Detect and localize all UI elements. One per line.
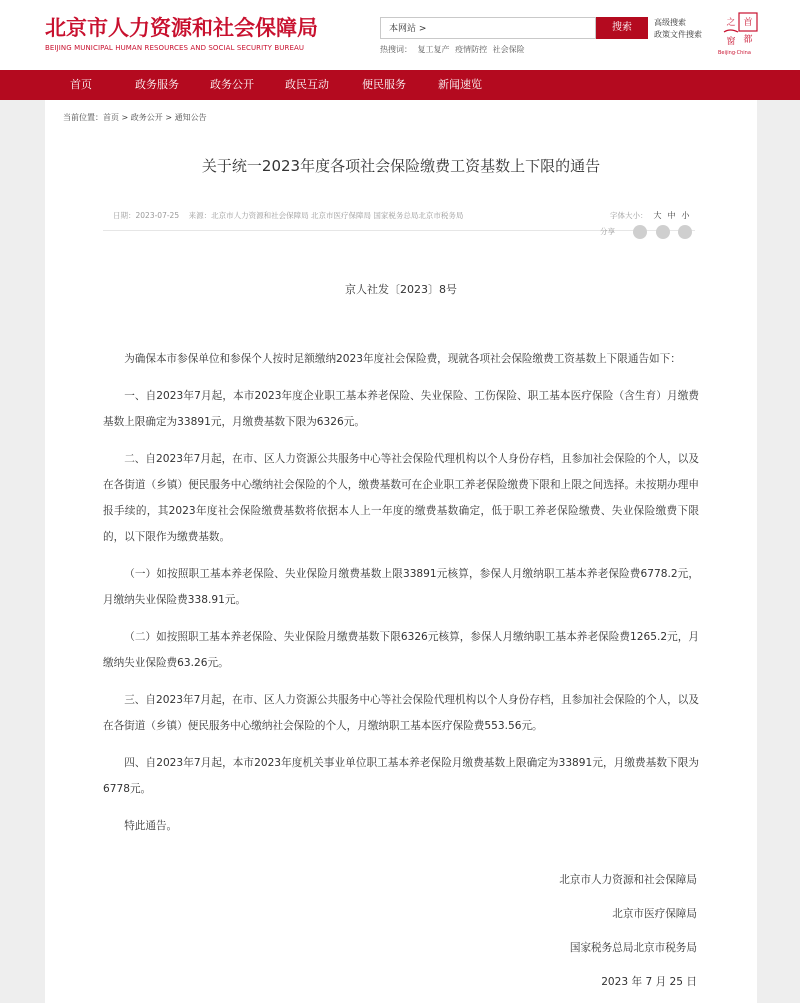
policy-search-link[interactable]: 政策文件搜索 <box>654 30 702 39</box>
emblem-label: Beijing·China <box>718 50 751 56</box>
main-nav <box>0 70 800 100</box>
signature-hrss: 北京市人力资源和社会保障局 <box>559 874 697 886</box>
font-size-label: 字体大小： <box>610 211 648 220</box>
hot-word[interactable]: 社会保险 <box>492 45 525 54</box>
qzone-share-icon[interactable] <box>678 225 692 239</box>
article-paragraph: （二）如按照职工基本养老保险、失业保险月缴费基数下限6326元核算，参保人月缴纳职工基本养老保险费1265.2元，月缴纳失业保险费63.26元。 <box>103 631 699 669</box>
hot-word[interactable]: 复工复产 <box>417 45 450 54</box>
capital-window-logo-icon[interactable] <box>722 12 758 48</box>
article-title: 关于统一2023年度各项社会保险缴费工资基数上下限的通告 <box>201 157 601 175</box>
article-date: 日期：2023-07-25 <box>113 211 180 220</box>
hot-search <box>380 44 528 55</box>
emblem-char: 之 <box>726 18 736 28</box>
emblem-char: 首 <box>743 18 753 28</box>
font-size-large[interactable]: 大 <box>653 211 662 220</box>
nav-item-convenience[interactable]: 便民服务 <box>362 78 406 91</box>
search-scope-input[interactable]: 本网站 > <box>380 17 596 39</box>
nav-item-interaction[interactable]: 政民互动 <box>285 78 329 91</box>
nav-item-gov-services[interactable]: 政务服务 <box>135 78 179 91</box>
article-panel <box>45 100 757 1003</box>
breadcrumb-separator: > <box>162 113 175 122</box>
article-paragraph: 一、自2023年7月起，本市2023年度企业职工基本养老保险、失业保险、工伤保险、职工基本医疗保险（含生育）月缴费基数上限确定为33891元，月缴费基数下限为6326元。 <box>103 390 699 428</box>
font-size-small[interactable]: 小 <box>681 211 690 220</box>
article-paragraph: 特此通告。 <box>124 820 178 832</box>
article-meta <box>113 210 463 221</box>
site-title[interactable]: 北京市人力资源和社会保障局 <box>45 16 318 40</box>
article-paragraph: 二、自2023年7月起，在市、区人力资源公共服务中心等社会保险代理机构以个人身份存档，且参加社会保险的个人，以及在各街道（乡镇）便民服务中心缴纳社会保险的个人，缴费基数可在企业职工养老保险缴费下限和上限之间选择。未按期办理申报手续的，其2023年度社会保险缴费基数将依据本人上一年度的缴费基数确定，低于职工养老保险缴费、失业保险缴费下限的，以下限作为缴费基数。 <box>103 453 699 543</box>
article-paragraph: （一）如按照职工基本养老保险、失业保险月缴费基数上限33891元核算，参保人月缴纳职工基本养老保险费6778.2元，月缴纳失业保险费338.91元。 <box>103 568 699 606</box>
signature-tax: 国家税务总局北京市税务局 <box>569 942 697 954</box>
article-paragraph: 三、自2023年7月起，在市、区人力资源公共服务中心等社会保险代理机构以个人身份存档，且参加社会保险的个人，以及在各街道（乡镇）便民服务中心缴纳社会保险的个人，月缴纳职工基本医疗保险费553.56元。 <box>103 694 699 732</box>
breadcrumb-item[interactable]: 首页 <box>103 113 119 122</box>
document-number: 京人社发〔2023〕8号 <box>345 283 457 296</box>
search-links <box>654 17 702 41</box>
nav-item-news[interactable]: 新闻速览 <box>438 78 482 91</box>
font-size-medium[interactable]: 中 <box>667 211 676 220</box>
nav-item-home[interactable]: 首页 <box>70 78 92 91</box>
article-paragraph: 为确保本市参保单位和参保个人按时足额缴纳2023年度社会保险费，现就各项社会保险缴费工资基数上下限通告如下： <box>124 353 681 365</box>
hot-word[interactable]: 疫情防控 <box>455 45 488 54</box>
breadcrumb-item[interactable]: 通知公告 <box>174 113 207 122</box>
nav-item-gov-disclosure[interactable]: 政务公开 <box>210 78 254 91</box>
breadcrumb-separator: > <box>119 113 131 122</box>
article-source: 来源：北京市人力资源和社会保障局 北京市医疗保障局 国家税务总局北京市税务局 <box>188 211 464 220</box>
emblem-char: 都 <box>743 35 753 45</box>
site-subtitle: BEIJING MUNICIPAL HUMAN RESOURCES AND SOCIAL SECURITY BUREAU <box>45 44 305 52</box>
signature-medical: 北京市医疗保障局 <box>612 908 697 920</box>
breadcrumb-item[interactable]: 政务公开 <box>130 113 163 122</box>
site-header <box>0 0 800 70</box>
breadcrumb <box>63 112 207 123</box>
advanced-search-link[interactable]: 高级搜索 <box>654 18 686 27</box>
font-size-control <box>610 210 690 221</box>
breadcrumb-prefix: 当前位置： <box>63 113 103 122</box>
article-paragraph: 四、自2023年7月起，本市2023年度机关事业单位职工基本养老保险月缴费基数上限确定为33891元，月缴费基数下限为6778元。 <box>103 757 699 795</box>
signature-date: 2023 年 7 月 25 日 <box>601 976 697 988</box>
wechat-share-icon[interactable] <box>633 225 647 239</box>
share-label: 分享 <box>600 227 615 236</box>
emblem-char: 窗 <box>726 37 736 47</box>
search-button[interactable]: 搜索 <box>596 17 648 39</box>
article-body <box>103 346 699 850</box>
weibo-share-icon[interactable] <box>656 225 670 239</box>
hot-search-label: 热搜词： <box>380 45 412 54</box>
